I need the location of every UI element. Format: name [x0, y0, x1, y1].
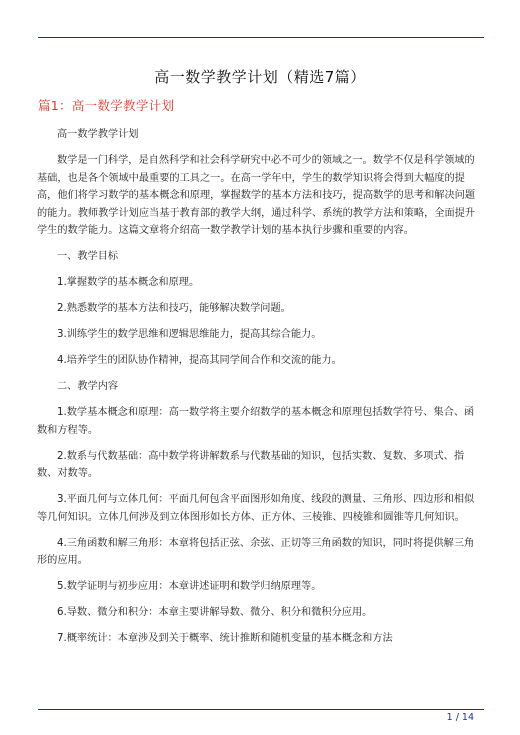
section-title-goals: 一、教学目标 [57, 251, 119, 262]
goal-item: 4.培养学生的团队协作精神，提高其同学间合作和交流的能力。 [57, 355, 342, 366]
intro-paragraph: 数学是一门科学，是自然科学和社会科学研究中必不可少的领域之一。数学不仅是科学领域的基础，也是各个领域中最重要的工具之一。在高一学年中，学生的数学知识将会得到大幅度的提高，他们将学习数学的基本概念和原理，掌握数学的基本方法和技巧，提高数学的思考和解决问题的能力。教师教学计划应当基于教育部的教学大纲，通过科学、系统的教学方法和策略，全面提升学生的数学能力。这篇文章将介绍高一数学教学计划的基本执行步骤和重要的内容。 [37, 155, 476, 236]
footer-rule [38, 709, 484, 710]
content-item: 4.三角函数和解三角形：本章将包括正弦、余弦、正切等三角函数的知识，同时将提供解三角形的应用。 [37, 537, 475, 566]
document-title: 高一数学教学计划（精选7篇） [154, 68, 366, 86]
goal-item: 1.掌握数学的基本概念和原理。 [57, 277, 200, 288]
content-item: 7.概率统计：本章涉及到关于概率、统计推断和随机变量的基本概念和方法 [57, 633, 393, 644]
content-item: 2.数系与代数基础：高中数学将讲解数系与代数基础的知识，包括实数、复数、多项式、指数、对数等。 [37, 450, 465, 479]
content-item: 6.导数、微分和积分：本章主要讲解导数、微分、积分和微积分应用。 [57, 607, 373, 618]
header-rule [38, 37, 484, 38]
page-indicator: 1 / 14 [446, 712, 474, 723]
content-item: 1.数学基本概念和原理：高一数学将主要介绍数学的基本概念和原理包括数学符号、集合、函数和方程等。 [37, 407, 475, 436]
subheading: 高一数学教学计划 [57, 129, 139, 140]
content-item: 3.平面几何与立体几何：平面几何包含平面图形如角度、线段的测量、三角形、四边形和相似等几何知识。立体几何涉及到立体图形如长方体、正方体、三棱锥、四棱锥和圆锥等几何知识。 [37, 494, 475, 523]
document-body [37, 126, 483, 656]
section-heading: 篇1：高一数学教学计划 [38, 98, 175, 113]
goal-item: 3.训练学生的数学思维和逻辑思维能力，提高其综合能力。 [57, 329, 322, 340]
goal-item: 2.熟悉数学的基本方法和技巧，能够解决数学问题。 [57, 303, 291, 314]
section-title-content: 二、教学内容 [57, 381, 119, 392]
content-item: 5.数学证明与初步应用：本章讲述证明和数学归纳原理等。 [57, 581, 322, 592]
